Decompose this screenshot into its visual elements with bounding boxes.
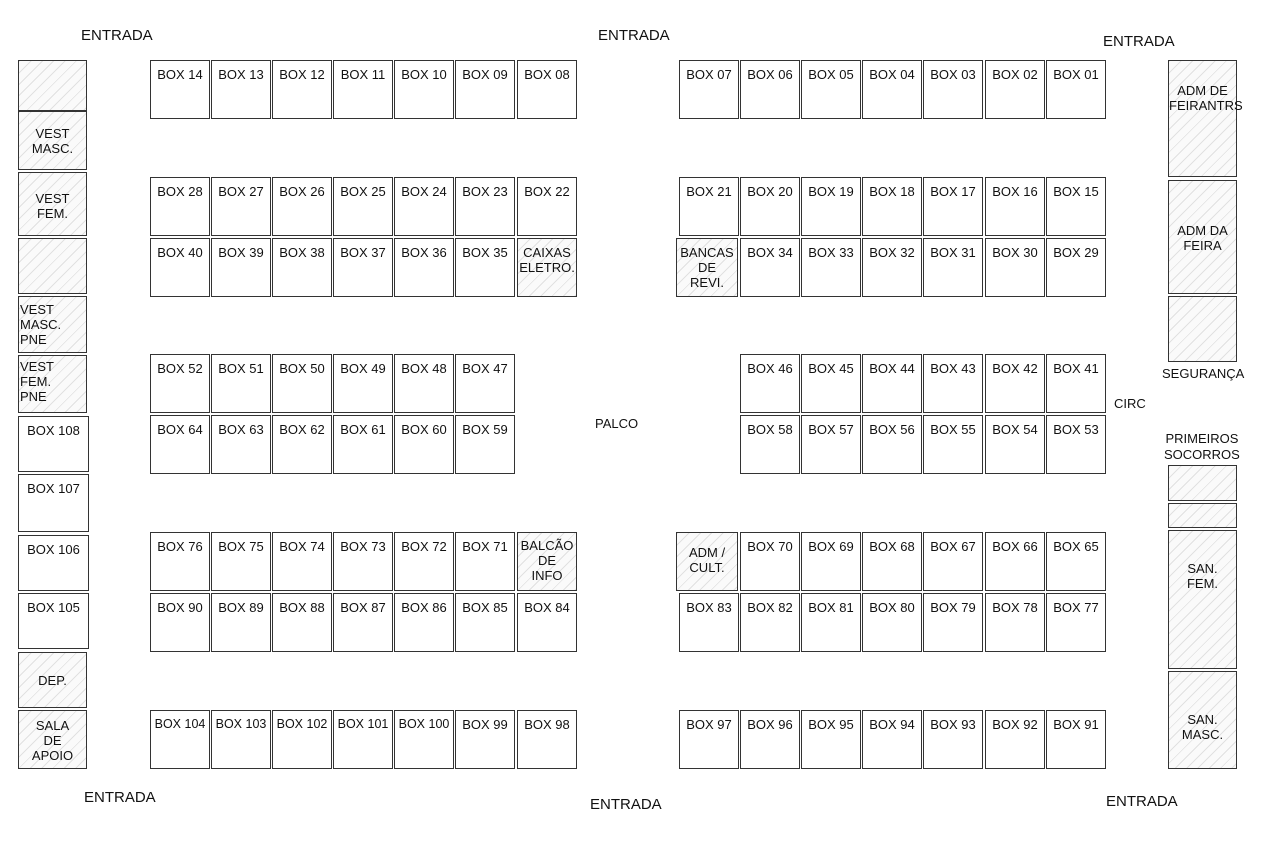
box-13: BOX 13	[211, 60, 271, 119]
box-30: BOX 30	[985, 238, 1045, 297]
box-108: BOX 108	[18, 416, 89, 472]
box-105: BOX 105	[18, 593, 89, 649]
restroom-block-middle	[18, 238, 87, 294]
box-20: BOX 20	[740, 177, 800, 236]
box-36: BOX 36	[394, 238, 454, 297]
room-adm-feirantes: ADM DE FEIRANTRS	[1168, 60, 1237, 177]
box-90: BOX 90	[150, 593, 210, 652]
box-19: BOX 19	[801, 177, 861, 236]
box-96: BOX 96	[740, 710, 800, 769]
box-102: BOX 102	[272, 710, 332, 769]
box-17: BOX 17	[923, 177, 983, 236]
box-26: BOX 26	[272, 177, 332, 236]
box-23: BOX 23	[455, 177, 515, 236]
box-48: BOX 48	[394, 354, 454, 413]
box-85: BOX 85	[455, 593, 515, 652]
restroom-block-top	[18, 60, 87, 111]
entrance-label-top-left: ENTRADA	[81, 27, 153, 44]
box-34: BOX 34	[740, 238, 800, 297]
box-86: BOX 86	[394, 593, 454, 652]
box-11: BOX 11	[333, 60, 393, 119]
box-41: BOX 41	[1046, 354, 1106, 413]
box-07: BOX 07	[679, 60, 739, 119]
box-83: BOX 83	[679, 593, 739, 652]
box-03: BOX 03	[923, 60, 983, 119]
box-99: BOX 99	[455, 710, 515, 769]
room-adm-feira: ADM DA FEIRA	[1168, 180, 1237, 294]
box-18: BOX 18	[862, 177, 922, 236]
box-80: BOX 80	[862, 593, 922, 652]
box-29: BOX 29	[1046, 238, 1106, 297]
box-59: BOX 59	[455, 415, 515, 474]
box-39: BOX 39	[211, 238, 271, 297]
box-37: BOX 37	[333, 238, 393, 297]
box-04: BOX 04	[862, 60, 922, 119]
box-14: BOX 14	[150, 60, 210, 119]
box-82: BOX 82	[740, 593, 800, 652]
box-54: BOX 54	[985, 415, 1045, 474]
box-62: BOX 62	[272, 415, 332, 474]
room-vest-masc-pne: VEST MASC. PNE	[18, 296, 87, 353]
box-33: BOX 33	[801, 238, 861, 297]
box-47: BOX 47	[455, 354, 515, 413]
box-63: BOX 63	[211, 415, 271, 474]
box-91: BOX 91	[1046, 710, 1106, 769]
box-57: BOX 57	[801, 415, 861, 474]
box-28: BOX 28	[150, 177, 210, 236]
room-vest-masc: VEST MASC.	[18, 111, 87, 170]
room-first-aid-a	[1168, 465, 1237, 501]
room-sala-de-apoio: SALA DE APOIO	[18, 710, 87, 769]
box-101: BOX 101	[333, 710, 393, 769]
box-60: BOX 60	[394, 415, 454, 474]
box-25: BOX 25	[333, 177, 393, 236]
box-31: BOX 31	[923, 238, 983, 297]
box-49: BOX 49	[333, 354, 393, 413]
box-68: BOX 68	[862, 532, 922, 591]
box-15: BOX 15	[1046, 177, 1106, 236]
entrance-label-bottom-center: ENTRADA	[590, 796, 662, 813]
room-san-masc: SAN. MASC.	[1168, 671, 1237, 769]
box-98: BOX 98	[517, 710, 577, 769]
box-76: BOX 76	[150, 532, 210, 591]
box-35: BOX 35	[455, 238, 515, 297]
box-64: BOX 64	[150, 415, 210, 474]
room-first-aid-b	[1168, 503, 1237, 528]
box-08: BOX 08	[517, 60, 577, 119]
box-46: BOX 46	[740, 354, 800, 413]
box-71: BOX 71	[455, 532, 515, 591]
room-caixas-eletronicos: CAIXAS ELETRO.	[517, 238, 577, 297]
box-84: BOX 84	[517, 593, 577, 652]
box-103: BOX 103	[211, 710, 271, 769]
box-79: BOX 79	[923, 593, 983, 652]
box-58: BOX 58	[740, 415, 800, 474]
box-42: BOX 42	[985, 354, 1045, 413]
box-93: BOX 93	[923, 710, 983, 769]
box-67: BOX 67	[923, 532, 983, 591]
box-45: BOX 45	[801, 354, 861, 413]
box-43: BOX 43	[923, 354, 983, 413]
box-56: BOX 56	[862, 415, 922, 474]
box-104: BOX 104	[150, 710, 210, 769]
box-69: BOX 69	[801, 532, 861, 591]
box-12: BOX 12	[272, 60, 332, 119]
box-09: BOX 09	[455, 60, 515, 119]
box-01: BOX 01	[1046, 60, 1106, 119]
entrance-label-top-right: ENTRADA	[1103, 33, 1175, 50]
room-security	[1168, 296, 1237, 362]
circulation-label: CIRC	[1114, 396, 1146, 411]
box-87: BOX 87	[333, 593, 393, 652]
box-40: BOX 40	[150, 238, 210, 297]
box-52: BOX 52	[150, 354, 210, 413]
box-55: BOX 55	[923, 415, 983, 474]
box-38: BOX 38	[272, 238, 332, 297]
box-70: BOX 70	[740, 532, 800, 591]
box-44: BOX 44	[862, 354, 922, 413]
box-95: BOX 95	[801, 710, 861, 769]
box-22: BOX 22	[517, 177, 577, 236]
first-aid-label: PRIMEIROS SOCORROS	[1164, 431, 1240, 462]
box-74: BOX 74	[272, 532, 332, 591]
box-32: BOX 32	[862, 238, 922, 297]
box-53: BOX 53	[1046, 415, 1106, 474]
room-san-fem: SAN. FEM.	[1168, 530, 1237, 669]
box-06: BOX 06	[740, 60, 800, 119]
room-balcao-de-info: BALCÃO DE INFO	[517, 532, 577, 591]
security-label: SEGURANÇA	[1162, 366, 1245, 381]
box-73: BOX 73	[333, 532, 393, 591]
box-81: BOX 81	[801, 593, 861, 652]
box-05: BOX 05	[801, 60, 861, 119]
box-106: BOX 106	[18, 535, 89, 591]
box-27: BOX 27	[211, 177, 271, 236]
entrance-label-top-center: ENTRADA	[598, 27, 670, 44]
room-adm-cult: ADM / CULT.	[676, 532, 738, 591]
entrance-label-bottom-right: ENTRADA	[1106, 793, 1178, 810]
room-vest-fem: VEST FEM.	[18, 172, 87, 236]
room-bancas-de-revistas: BANCAS DE REVI.	[676, 238, 738, 297]
entrance-label-bottom-left: ENTRADA	[84, 789, 156, 806]
box-94: BOX 94	[862, 710, 922, 769]
box-97: BOX 97	[679, 710, 739, 769]
box-02: BOX 02	[985, 60, 1045, 119]
box-100: BOX 100	[394, 710, 454, 769]
box-65: BOX 65	[1046, 532, 1106, 591]
box-61: BOX 61	[333, 415, 393, 474]
box-77: BOX 77	[1046, 593, 1106, 652]
box-107: BOX 107	[18, 474, 89, 532]
box-72: BOX 72	[394, 532, 454, 591]
box-51: BOX 51	[211, 354, 271, 413]
box-88: BOX 88	[272, 593, 332, 652]
box-16: BOX 16	[985, 177, 1045, 236]
box-50: BOX 50	[272, 354, 332, 413]
box-89: BOX 89	[211, 593, 271, 652]
room-vest-fem-pne: VEST FEM. PNE	[18, 355, 87, 413]
box-92: BOX 92	[985, 710, 1045, 769]
room-dep: DEP.	[18, 652, 87, 708]
box-21: BOX 21	[679, 177, 739, 236]
box-75: BOX 75	[211, 532, 271, 591]
box-78: BOX 78	[985, 593, 1045, 652]
box-10: BOX 10	[394, 60, 454, 119]
stage-label: PALCO	[595, 416, 639, 431]
box-66: BOX 66	[985, 532, 1045, 591]
box-24: BOX 24	[394, 177, 454, 236]
